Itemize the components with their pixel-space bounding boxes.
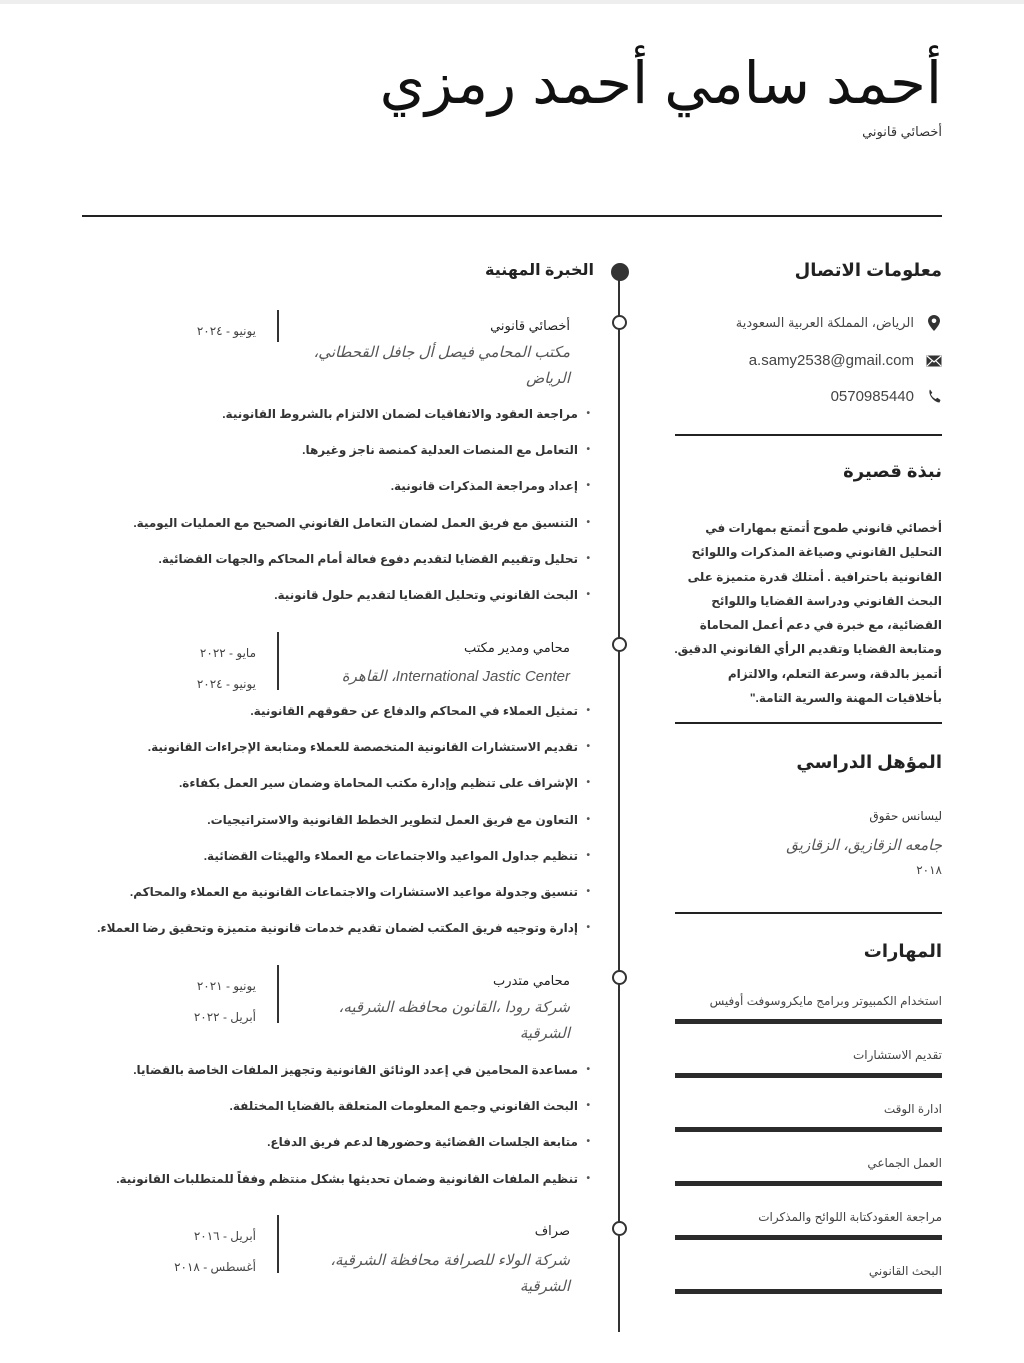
job-title: محامي ومدير مكتب bbox=[463, 640, 570, 655]
education-university: جامعه الزقازيق، الزقازيق bbox=[786, 837, 942, 854]
job-dates: مايو - ٢٠٢٢ يونيو - ٢٠٢٤ bbox=[196, 646, 256, 691]
timeline-dot bbox=[612, 315, 627, 330]
job-title: محامي متدرب bbox=[493, 973, 570, 988]
bio-text: أخصائي قانوني طموح أتمتع بمهارات في التحليل القانوني وصياغة المذكرات واللوائح القانونية باحترافية . أمتلك قدرة متميزة على البحث القانوني ودراسة القضايا واللوائح القضائية، مع خبرة في دعم أعمل المحاماة ومتابعة القضايا وتقديم الرأي القانوني الدقيق. أتميز بالدقة، وسرعة التعلم، والالتزام بأخلاقيات المهنة والسرية التامة." bbox=[674, 521, 942, 706]
divider bbox=[675, 434, 942, 436]
list-item: • التعامل مع المنصات العدلية كمنصة ناجز وغيرها. bbox=[133, 442, 578, 478]
job-dates: أبريل - ٢٠١٦ أغسطس - ٢٠١٨ bbox=[174, 1229, 256, 1274]
date-divider bbox=[277, 632, 279, 690]
timeline-dot bbox=[611, 263, 629, 281]
job-bullets bbox=[133, 406, 590, 623]
date-divider bbox=[277, 965, 279, 1023]
skill-bar bbox=[675, 1127, 942, 1132]
candidate-name: أحمد سامي أحمد رمزي bbox=[379, 51, 942, 116]
map-pin-icon bbox=[926, 315, 942, 331]
list-item: • تحليل وتقييم القضايا لتقديم دفوع فعالة أمام المحاكم والجهات القضائية. bbox=[133, 551, 578, 587]
job-title: صراف bbox=[534, 1223, 570, 1238]
skill-item: تقديم الاستشارات bbox=[675, 1048, 942, 1078]
contact-heading: معلومات الاتصال bbox=[794, 260, 942, 280]
job-company: شركة الولاء للصرافة محافظة الشرقية، الشرقية bbox=[330, 1252, 570, 1295]
list-item: • الإشراف على تنظيم وإدارة مكتب المحاماة وضمان سير العمل بكفاءة. bbox=[97, 775, 578, 811]
skill-item: ادارة الوقت bbox=[675, 1102, 942, 1132]
bio-heading: نبذة قصيرة bbox=[843, 461, 942, 481]
list-item: • تقديم الاستشارات القانونية المتخصصة للعملاء ومتابعة الإجراءات القانونية. bbox=[97, 739, 578, 775]
list-item: • التنسيق مع فريق العمل لضمان التعامل القانوني الصحيح مع العمليات اليومية. bbox=[133, 515, 578, 551]
job-dates: يونيو - ٢٠٢٤ bbox=[196, 324, 256, 338]
job-bullets bbox=[116, 1062, 590, 1207]
job-company: شركة رودا ،القانون محافظه الشرقيه، الشرقية bbox=[338, 999, 570, 1042]
date-divider bbox=[277, 310, 279, 342]
skill-bar bbox=[675, 1181, 942, 1186]
skill-bar bbox=[675, 1235, 942, 1240]
job-company: International Jastic Center، القاهرة bbox=[341, 668, 570, 685]
job-dates: يونيو - ٢٠٢١ أبريل - ٢٠٢٢ bbox=[193, 979, 256, 1024]
job-title: أخصائي قانوني bbox=[490, 318, 570, 333]
contact-email[interactable]: a.samy2538@gmail.com bbox=[675, 352, 942, 369]
divider bbox=[675, 912, 942, 914]
list-item: • تنظيم الملفات القانونية وضمان تحديثها بشكل منتظم وفقاً للمتطلبات القانونية. bbox=[116, 1171, 578, 1207]
skill-bar bbox=[675, 1073, 942, 1078]
education-degree: ليسانس حقوق bbox=[869, 809, 942, 823]
list-item: • تنسيق وجدولة مواعيد الاستشارات والاجتماعات القانونية مع العملاء والمحاكم. bbox=[97, 884, 578, 920]
skill-item: العمل الجماعي bbox=[675, 1156, 942, 1186]
skill-bar bbox=[675, 1289, 942, 1294]
contact-location: الرياض، المملكة العربية السعودية bbox=[675, 315, 942, 331]
top-edge bbox=[0, 0, 1024, 4]
skill-item: مراجعة العقودكتابة اللوائح والمذكرات bbox=[675, 1210, 942, 1240]
contact-phone[interactable]: 0570985440 bbox=[675, 388, 942, 405]
education-year: ٢٠١٨ bbox=[916, 863, 942, 877]
date-divider bbox=[277, 1215, 279, 1273]
list-item: • إعداد ومراجعة المذكرات قانونية. bbox=[133, 478, 578, 514]
education-heading: المؤهل الدراسي bbox=[796, 752, 942, 772]
phone-icon bbox=[926, 389, 942, 405]
job-company: مكتب المحامي فيصل أل جافل القحطاني، الرياض bbox=[313, 344, 570, 387]
list-item: • تنظيم جداول المواعيد والاجتماعات مع العملاء والهيئات القضائية. bbox=[97, 848, 578, 884]
candidate-title: أخصائي قانوني bbox=[862, 124, 942, 139]
skill-bar bbox=[675, 1019, 942, 1024]
list-item: • إدارة وتوجيه فريق المكتب لضمان تقديم خدمات قانونية متميزة وتحقيق رضا العملاء. bbox=[97, 920, 578, 956]
list-item: • متابعة الجلسات القضائية وحضورها لدعم فريق الدفاع. bbox=[116, 1134, 578, 1170]
divider bbox=[675, 722, 942, 724]
timeline-dot bbox=[612, 1221, 627, 1236]
envelope-icon bbox=[926, 353, 942, 369]
list-item: • مراجعة العقود والاتفاقيات لضمان الالتزام بالشروط القانونية. bbox=[133, 406, 578, 442]
timeline-dot bbox=[612, 637, 627, 652]
experience-heading: الخبرة المهنية bbox=[485, 262, 594, 279]
list-item: • البحث القانوني وجمع المعلومات المتعلقة بالقضايا المختلفة. bbox=[116, 1098, 578, 1134]
skill-item: استخدام الكمبيوتر وبرامج مايكروسوفت أوفيس bbox=[675, 994, 942, 1024]
header-divider bbox=[82, 215, 942, 217]
list-item: • التعاون مع فريق العمل لتطوير الخطط القانونية والاستراتيجيات. bbox=[97, 812, 578, 848]
timeline-dot bbox=[612, 970, 627, 985]
list-item: • تمثيل العملاء في المحاكم والدفاع عن حقوقهم القانونية. bbox=[97, 703, 578, 739]
job-bullets bbox=[97, 703, 590, 956]
timeline-line bbox=[618, 270, 620, 1332]
skill-item: البحث القانوني bbox=[675, 1264, 942, 1294]
list-item: • البحث القانوني وتحليل القضايا لتقديم حلول قانونية. bbox=[133, 587, 578, 623]
list-item: • مساعدة المحامين في إعدد الوثائق القانونية وتجهيز الملفات الخاصة بالقضايا. bbox=[116, 1062, 578, 1098]
skills-heading: المهارات bbox=[863, 941, 942, 961]
